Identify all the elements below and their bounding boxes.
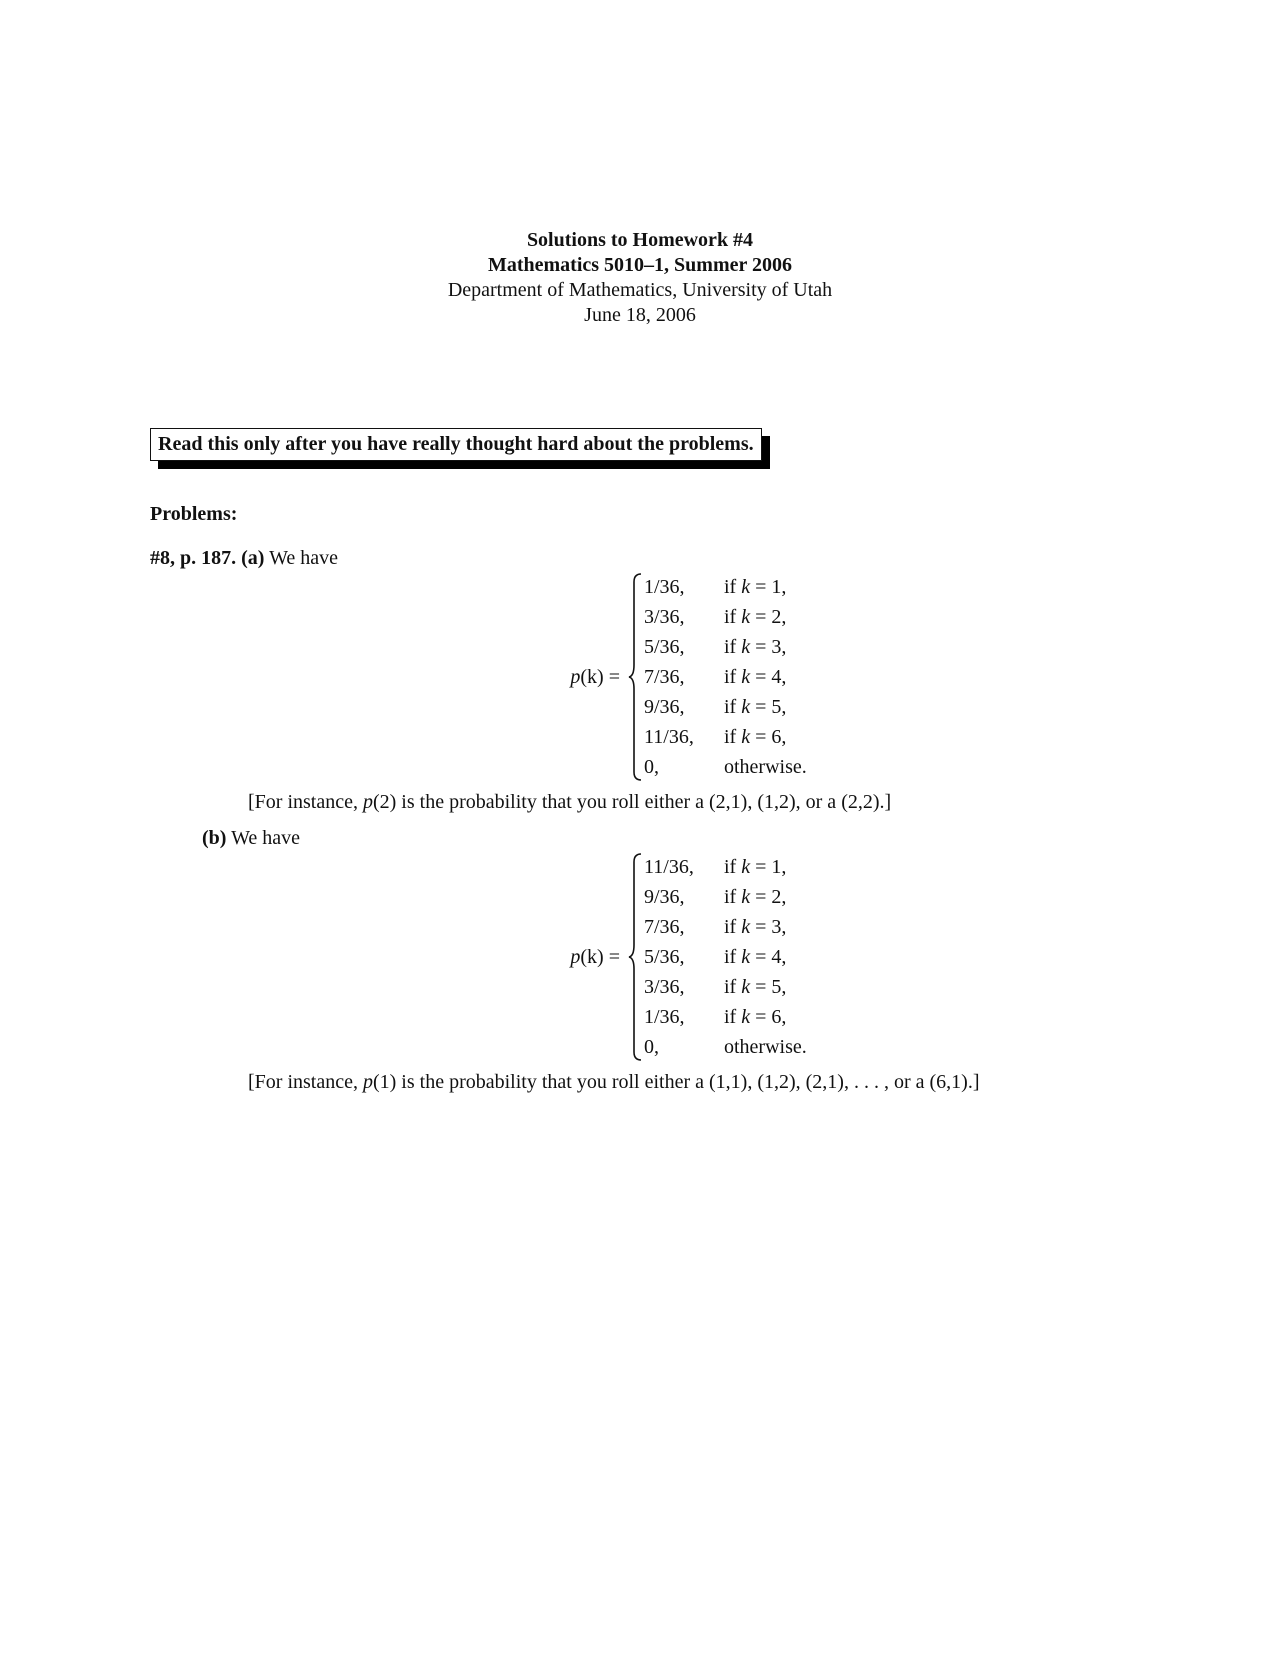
condition-text: if: [724, 1006, 742, 1028]
condition-text: if: [724, 606, 742, 628]
condition-text: if: [724, 726, 742, 748]
note-a-post: (2) is the probability that you roll either a (2,1), (1,2), or a (2,2).]: [372, 791, 892, 813]
condition-variable: k: [741, 696, 751, 718]
note-a-pre: [For instance,: [248, 791, 363, 813]
condition-variable: k: [741, 636, 751, 658]
condition-variable: k: [741, 946, 751, 968]
case-value: 7/36,: [644, 916, 685, 938]
case-condition: [724, 722, 786, 752]
note-b: [248, 1069, 980, 1095]
note-a-fn: p: [362, 791, 373, 813]
problem-label: #8, p. 187.: [150, 547, 237, 569]
condition-value: = 1,: [750, 856, 787, 878]
note-a: [248, 789, 891, 815]
condition-variable: k: [741, 576, 751, 598]
part-a-text: We have: [269, 547, 338, 569]
document-header: [0, 228, 1280, 328]
case-condition: [724, 852, 786, 882]
condition-value: = 4,: [750, 666, 787, 688]
case-condition: [724, 692, 786, 722]
case-condition: [724, 752, 807, 782]
part-a-label: (a): [241, 547, 265, 569]
case-value: 11/36,: [644, 726, 694, 748]
function-argument: (k) =: [580, 666, 620, 688]
condition-text: if: [724, 576, 742, 598]
condition-variable: k: [741, 856, 751, 878]
function-symbol: p: [570, 666, 581, 688]
condition-variable: k: [741, 886, 751, 908]
case-condition: [724, 942, 786, 972]
condition-value: = 6,: [750, 726, 787, 748]
equation-a-lhs: [520, 664, 620, 690]
condition-variable: k: [741, 606, 751, 628]
condition-variable: k: [741, 1006, 751, 1028]
case-value: 5/36,: [644, 946, 685, 968]
condition-value: = 1,: [750, 576, 787, 598]
case-value: 3/36,: [644, 606, 685, 628]
part-b-label: (b): [202, 827, 227, 849]
case-value: 9/36,: [644, 886, 685, 908]
condition-value: = 2,: [750, 886, 787, 908]
case-value: 3/36,: [644, 976, 685, 998]
case-value: 9/36,: [644, 696, 685, 718]
condition-value: = 3,: [750, 916, 787, 938]
condition-text: if: [724, 946, 742, 968]
condition-value: = 6,: [750, 1006, 787, 1028]
problem-8-line: [150, 545, 338, 571]
part-b-text: We have: [231, 827, 300, 849]
case-value: 11/36,: [644, 856, 694, 878]
case-condition: [724, 882, 786, 912]
case-value: 1/36,: [644, 1006, 685, 1028]
condition-text: if: [724, 856, 742, 878]
equation-b-lhs: [520, 944, 620, 970]
case-value: 0,: [644, 1036, 659, 1058]
condition-value: = 3,: [750, 636, 787, 658]
case-value: 5/36,: [644, 636, 685, 658]
course-name: Mathematics 5010–1, Summer 2006: [487, 254, 793, 276]
condition-value: = 5,: [750, 696, 787, 718]
condition-value: = 4,: [750, 946, 787, 968]
case-condition: [724, 972, 786, 1002]
case-value: 1/36,: [644, 576, 685, 598]
case-condition: [724, 632, 786, 662]
note-b-post: (1) is the probability that you roll either a (1,1), (1,2), (2,1), . . . , or a (6,1).]: [372, 1071, 980, 1093]
function-argument: (k) =: [580, 946, 620, 968]
condition-variable: k: [741, 726, 751, 748]
part-b-line: [202, 825, 300, 851]
condition-variable: k: [741, 916, 751, 938]
case-condition: [724, 602, 786, 632]
document-title: Solutions to Homework #4: [526, 229, 754, 251]
case-condition: [724, 1032, 807, 1062]
warning-notice-box: Read this only after you have really thought hard about the problems.: [150, 428, 762, 461]
note-b-pre: [For instance,: [248, 1071, 363, 1093]
condition-value: = 5,: [750, 976, 787, 998]
condition-text: if: [724, 666, 742, 688]
condition-text: if: [724, 916, 742, 938]
condition-text: if: [724, 696, 742, 718]
case-value: 7/36,: [644, 666, 685, 688]
function-symbol: p: [570, 946, 581, 968]
condition-value: = 2,: [750, 606, 787, 628]
condition-text: if: [724, 636, 742, 658]
condition-text: if: [724, 976, 742, 998]
condition-text: otherwise.: [724, 1036, 807, 1058]
condition-variable: k: [741, 666, 751, 688]
case-value: 0,: [644, 756, 659, 778]
document-date: June 18, 2006: [584, 304, 696, 326]
problems-heading: Problems:: [150, 503, 238, 525]
note-b-fn: p: [362, 1071, 373, 1093]
case-condition: [724, 572, 786, 602]
left-brace-a: [628, 572, 642, 782]
case-condition: [724, 662, 786, 692]
condition-text: if: [724, 886, 742, 908]
department-name: Department of Mathematics, University of Utah: [447, 279, 833, 301]
case-condition: [724, 912, 786, 942]
condition-variable: k: [741, 976, 751, 998]
case-condition: [724, 1002, 786, 1032]
condition-text: otherwise.: [724, 756, 807, 778]
left-brace-b: [628, 852, 642, 1062]
